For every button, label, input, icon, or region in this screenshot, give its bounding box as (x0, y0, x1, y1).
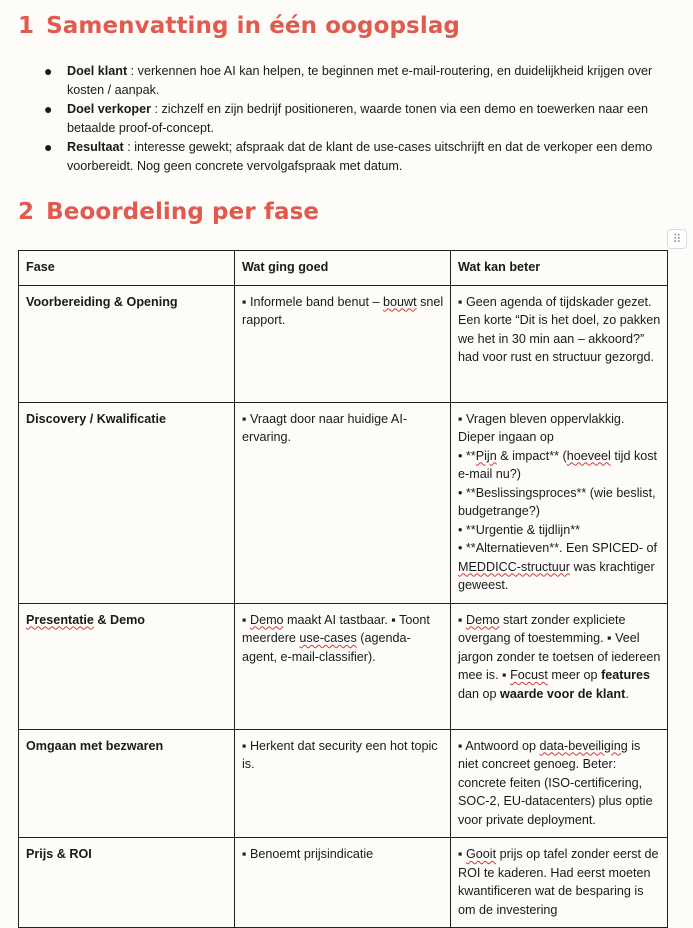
section-title: Samenvatting in één oogopslag (46, 13, 460, 39)
table-row (19, 838, 668, 928)
better-cell: ▪ Demo start zonder expliciete overgang of toestemming. ▪ Veel jargon zonder te toetsen of iedereen mee is. ▪ Focust meer op features dan op waarde voor de klant. (451, 603, 668, 729)
better-cell: ▪ Vragen bleven oppervlakkig. Dieper ingaan op • **Pijn & impact** (hoeveel tijd kost e-mail nu?) • **Beslissingsproces** (wie beslist, budgetrange?) • **Urgentie & tijdlijn** • **Alternatieven**. Een SPICED- of MEDDICC-structuur was krachtiger geweest. (451, 402, 668, 603)
header-good: Wat ging goed (235, 251, 451, 286)
good-cell: ▪ Vraagt door naar huidige AI-ervaring. (235, 402, 451, 603)
header-phase: Fase (19, 251, 235, 286)
assessment-table (18, 250, 668, 928)
list-item (0, 62, 693, 100)
item-text: : verkennen hoe AI kan helpen, te beginnen met e-mail-routering, en duidelijkheid krijgen over kosten / aanpak. (67, 64, 653, 97)
section-number: 2 (18, 199, 35, 225)
phase-cell: Voorbereiding & Opening (19, 285, 235, 402)
table-row (19, 402, 668, 603)
better-cell: ▪ Gooit prijs op tafel zonder eerst de ROI te kaderen. Had eerst moeten kwantificeren wat de besparing is om de investering (451, 838, 668, 928)
bullet-icon: ● (44, 139, 53, 155)
good-cell: ▪ Demo maakt AI tastbaar. ▪ Toont meerdere use-cases (agenda-agent, e-mail-classifier). (235, 603, 451, 729)
item-label: Doel verkoper (67, 102, 151, 116)
good-cell: ▪ Herkent dat security een hot topic is. (235, 729, 451, 838)
section-number: 1 (18, 13, 35, 39)
section-title: Beoordeling per fase (46, 199, 320, 225)
bullet-icon: ● (44, 101, 53, 117)
table-row (19, 729, 668, 838)
good-cell: ▪ Informele band benut – bouwt snel rapport. (235, 285, 451, 402)
item-label: Doel klant (67, 64, 128, 78)
better-cell: ▪ Antwoord op data-beveiliging is niet concreet genoeg. Beter: concrete feiten (ISO-certificering, SOC-2, EU-datacenters) plus optie voor private deployment. (451, 729, 668, 838)
table-drag-handle-icon[interactable]: ⠿ (667, 229, 687, 249)
summary-list (0, 62, 693, 176)
good-cell: ▪ Benoemt prijsindicatie (235, 838, 451, 928)
list-item (0, 100, 693, 138)
item-label: Resultaat (67, 140, 124, 154)
table-row (19, 285, 668, 402)
better-cell: ▪ Geen agenda of tijdskader gezet. Een korte “Dit is het doel, zo pakken we het in 30 min aan – akkoord?” had voor rust en structuur gezorgd. (451, 285, 668, 402)
table-header-row (19, 251, 668, 286)
header-better: Wat kan beter (451, 251, 668, 286)
phase-cell: Presentatie & Demo (19, 603, 235, 729)
bullet-icon: ● (44, 63, 53, 79)
phase-cell: Omgaan met bezwaren (19, 729, 235, 838)
section-heading-1 (18, 13, 460, 39)
phase-cell: Discovery / Kwalificatie (19, 402, 235, 603)
item-text: : zichzelf en zijn bedrijf positioneren, waarde tonen via een demo en toewerken naar een betaalde proof-of-concept. (67, 102, 649, 135)
table-row (19, 603, 668, 729)
phase-cell: Prijs & ROI (19, 838, 235, 928)
list-item (0, 138, 693, 176)
section-heading-2 (18, 199, 319, 225)
item-text: : interesse gewekt; afspraak dat de klant de use-cases uitschrijft en dat de verkoper een demo voorbereidt. Nog geen concrete vervolgafspraak met datum. (67, 140, 653, 173)
